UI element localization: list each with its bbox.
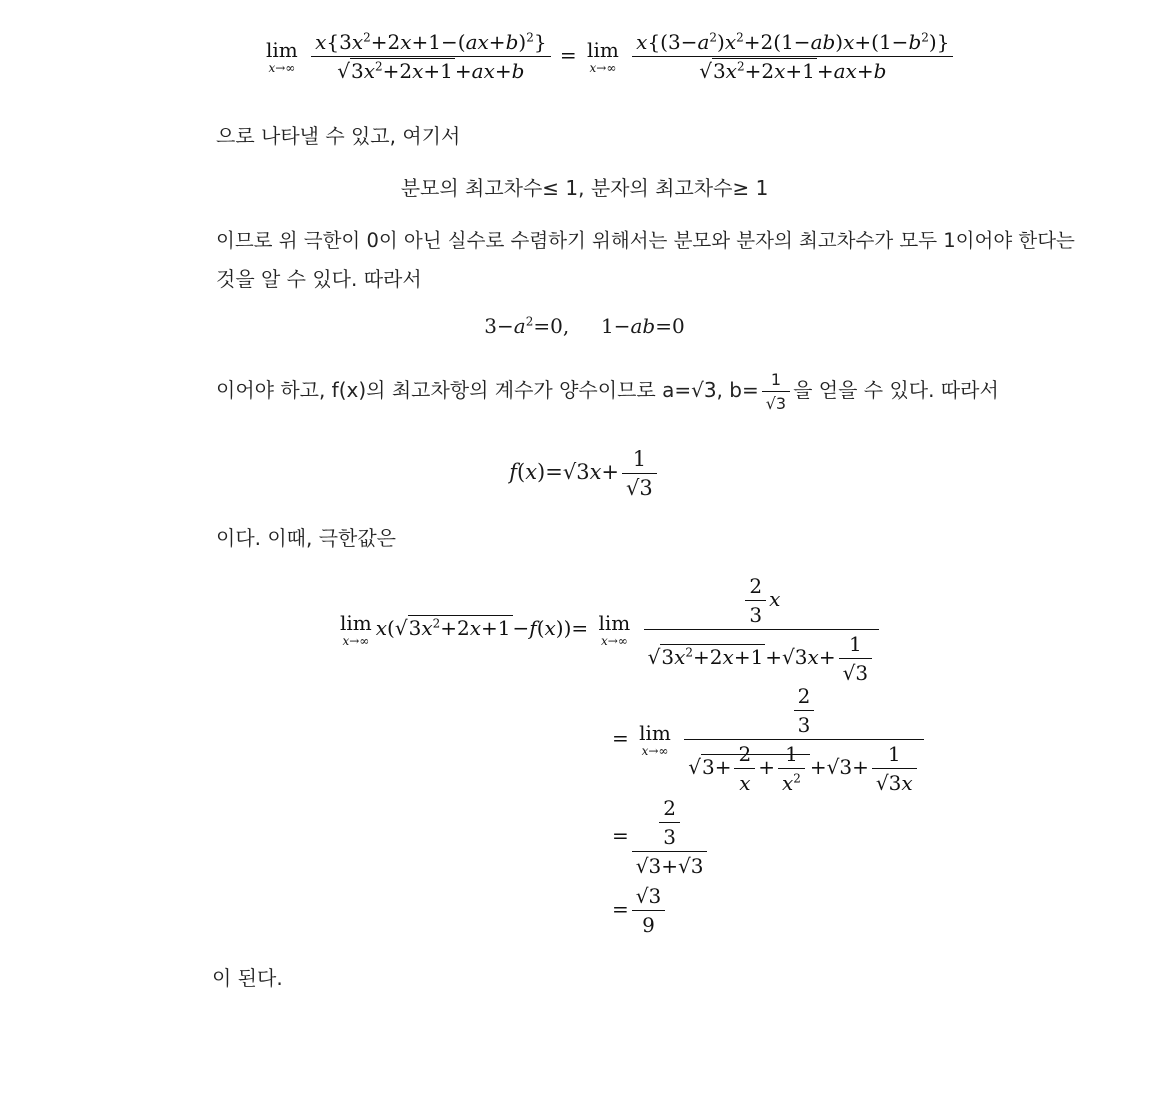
text-line-2a: 이므로 위 극한이 0이 아닌 실수로 수렴하기 위해서는 분모와 분자의 최고차수가 모두 1이어야 한다는	[216, 229, 1075, 252]
limit-computation-step-4: = $\frac{√3}{9}$	[612, 884, 668, 937]
limit-equation-top: lim x→∞ $\frac{x\{3x^2+2x+1-(ax+b)^2\}}{√3x^2+2x+1 +ax+b}$ = lim x→∞ $\frac{x\{(3-a^2)x^2+2(1-ab)x+(1-b^2)\}}{√3x^2+2x+1 +ax+b}$	[262, 30, 956, 83]
limit-computation-step-3: = $\frac{\frac{2}{3}}{√3+√3}$	[612, 796, 710, 878]
text-line-1: 으로 나타낼 수 있고, 여기서	[216, 124, 461, 148]
text-line-5: 이 된다.	[212, 966, 283, 990]
text-line-3: 이어야 하고, f(x)의 최고차항의 계수가 양수이므로 a=√3, b= $\frac{1}{√3}$ 을 얻을 수 있다. 따라서	[216, 370, 999, 413]
limit-computation-step-2: = lim x→∞ $\frac{2}{3}$ √3+ $\frac{2}{x}$ + $\frac{1}{x^2}$ +√3+ $\frac{1}{√3x}$	[612, 684, 927, 795]
text-line-4: 이다. 이때, 극한값은	[216, 526, 396, 550]
coefficient-equations: $3-a^2=0$, 1−ab=0	[484, 314, 685, 338]
limit-operator: lim x→∞	[266, 37, 298, 75]
text-line-2b: 것을 알 수 있다. 따라서	[216, 267, 422, 291]
limit-computation-step-1: lim x→∞ $x(√3x^2+2x+1 -f(x))=$ lim x→∞ $\frac{2}{3}$ x $√3x^2+2x+1 +√3x+$ $\frac{1}{√3}$	[336, 574, 882, 685]
degree-inequality: 분모의 최고차수≤ 1, 분자의 최고차수≥ 1	[400, 176, 769, 200]
function-f-definition: f(x)=√3x+ $\frac{1}{√3}$	[0, 447, 1169, 500]
